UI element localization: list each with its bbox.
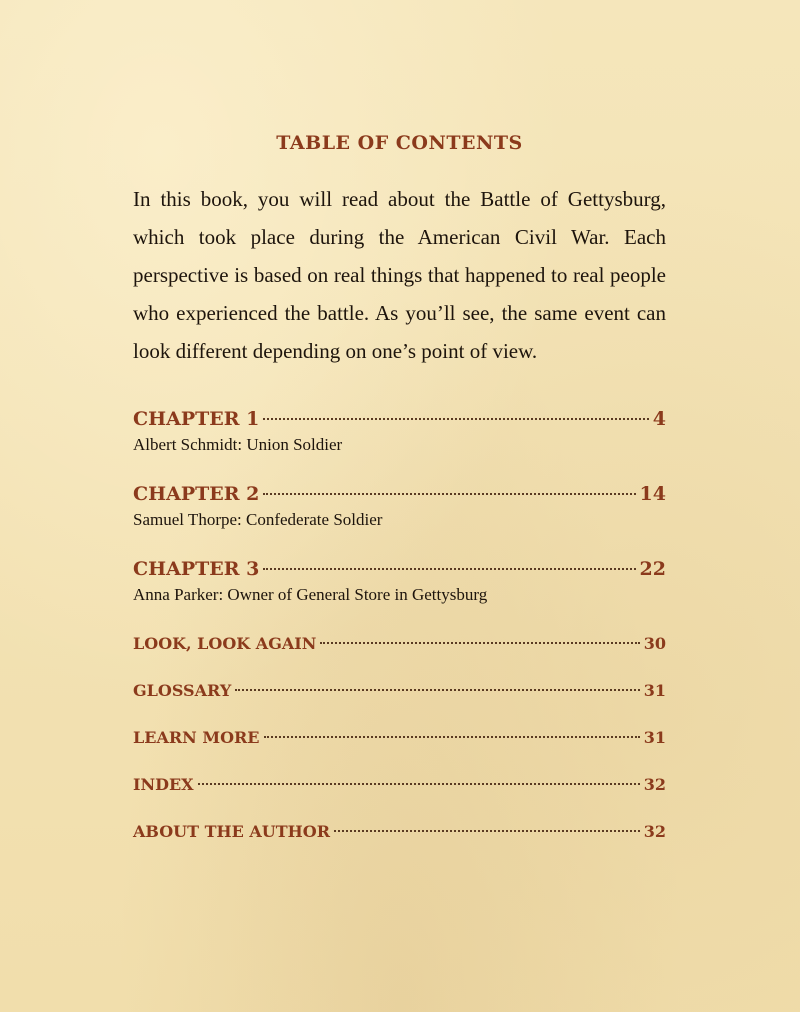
toc-entry-label: CHAPTER 1	[133, 408, 260, 430]
toc-entry-learn-more[interactable]	[133, 723, 666, 753]
toc-page-number: 32	[643, 822, 666, 841]
toc-entry-label: LEARN MORE	[133, 728, 260, 747]
toc-entry-chapter-1[interactable]	[133, 404, 666, 456]
toc-page-number: 31	[643, 681, 666, 700]
toc-entry-label: GLOSSARY	[133, 681, 232, 700]
toc-page-number: 32	[643, 775, 666, 794]
spacer	[133, 659, 666, 676]
toc-entry-label: INDEX	[133, 775, 194, 794]
toc-entry-subtitle: Anna Parker: Owner of General Store in Gettysburg	[133, 585, 488, 604]
spacer	[133, 606, 666, 629]
toc-page-number: 14	[639, 483, 666, 505]
toc-entry-chapter-2[interactable]	[133, 479, 666, 531]
dot-leader	[263, 568, 635, 570]
toc-entry-index[interactable]	[133, 770, 666, 800]
dot-leader	[264, 736, 640, 738]
toc-entry-chapter-3[interactable]	[133, 554, 666, 606]
dot-leader	[263, 493, 635, 495]
table-of-contents	[133, 404, 666, 847]
toc-page-number: 30	[643, 634, 666, 653]
toc-entry-subtitle: Albert Schmidt: Union Soldier	[133, 435, 343, 454]
dot-leader	[334, 830, 640, 832]
toc-entry-about-the-author[interactable]	[133, 817, 666, 847]
toc-page-number: 4	[652, 408, 666, 430]
spacer	[133, 706, 666, 723]
intro-paragraph: In this book, you will read about the Battle of Gettysburg, which took place during the American Civil War. Each perspective is based on real things that happened to real people who experienced the battle. As you’ll see, the same event can look different depending on one’s point of view.	[133, 187, 666, 363]
spacer	[133, 753, 666, 770]
dot-leader	[320, 642, 639, 644]
dot-leader	[263, 418, 648, 420]
spacer	[133, 531, 666, 554]
toc-entry-label: ABOUT THE AUTHOR	[133, 822, 331, 841]
toc-entry-label: LOOK, LOOK AGAIN	[133, 634, 317, 653]
toc-entry-label: CHAPTER 2	[133, 483, 260, 505]
dot-leader	[235, 689, 639, 691]
toc-entry-label: CHAPTER 3	[133, 558, 260, 580]
toc-entry-subtitle: Samuel Thorpe: Confederate Soldier	[133, 510, 383, 529]
toc-page-number: 22	[639, 558, 666, 580]
page-title: TABLE OF CONTENTS	[276, 132, 523, 154]
spacer	[133, 800, 666, 817]
toc-entry-glossary[interactable]	[133, 676, 666, 706]
toc-entry-look-look-again[interactable]	[133, 629, 666, 659]
spacer	[133, 456, 666, 479]
dot-leader	[198, 783, 640, 785]
toc-page-number: 31	[643, 728, 666, 747]
